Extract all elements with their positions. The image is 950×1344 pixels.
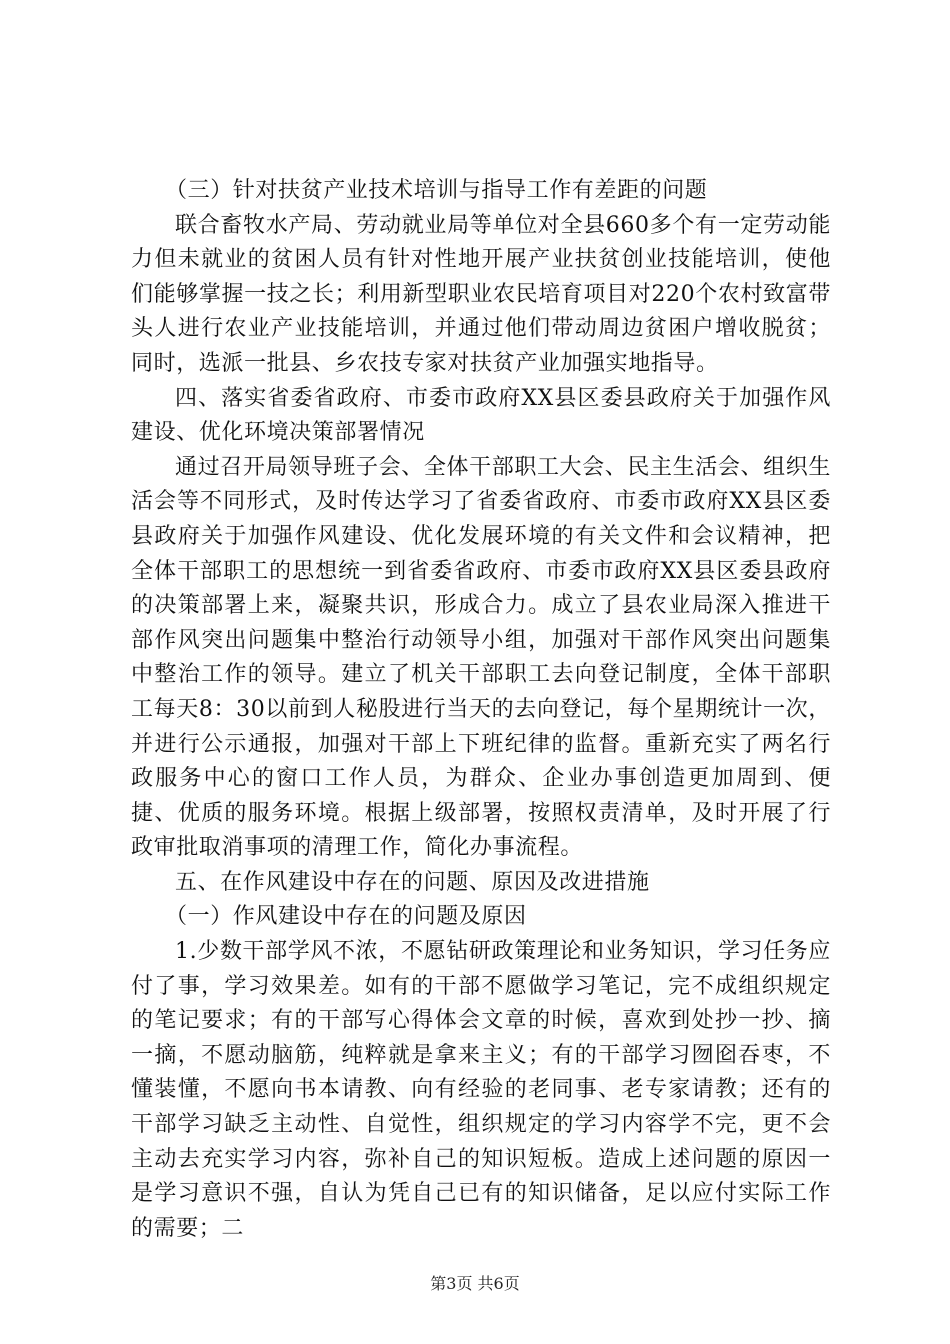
section-heading-4: 四、落实省委省政府、市委市政府XX县区委县政府关于加强作风建设、优化环境决策部署情况	[131, 385, 831, 446]
page-footer: 第3页 共6页	[430, 1274, 520, 1293]
section-heading-5: 五、在作风建设中存在的问题、原因及改进措施	[175, 869, 650, 895]
paragraph-training: 联合畜牧水产局、劳动就业局等单位对全县660多个有一定劳动能力但未就业的贫困人员有针对性地开展产业扶贫创业技能培训，使他们能够掌握一技之长；利用新型职业农民培育项目对220个农村致富带头人进行农业产业技能培训，并通过他们带动周边贫困户增收脱贫；同时，选派一批县、乡农技专家对扶贫产业加强实地指导。	[131, 212, 831, 376]
section-heading-3: （三）针对扶贫产业技术培训与指导工作有差距的问题	[165, 178, 708, 203]
paragraph-problems: 1.少数干部学风不浓，不愿钻研政策理论和业务知识，学习任务应付了事，学习效果差。如有的干部不愿做学习笔记，完不成组织规定的笔记要求；有的干部写心得体会文章的时候，喜欢到处抄一抄、摘一摘，不愿动脑筋，纯粹就是拿来主义；有的干部学习囫囵吞枣，不懂装懂，不愿向书本请教、向有经验的老同事、老专家请教；还有的干部学习缺乏主动性、自觉性，组织规定的学习内容学不完，更不会主动去充实学习内容，弥补自己的知识短板。造成上述问题的原因一是学习意识不强，自认为凭自己已有的知识储备，足以应付实际工作的需要；二	[131, 939, 831, 1241]
document-body	[131, 174, 831, 1246]
paragraph-implementation: 通过召开局领导班子会、全体干部职工大会、民主生活会、组织生活会等不同形式，及时传达学习了省委省政府、市委市政府XX县区委县政府关于加强作风建设、优化发展环境的有关文件和会议精神，把全体干部职工的思想统一到省委省政府、市委市政府XX县区委县政府的决策部署上来，凝聚共识，形成合力。成立了县农业局深入推进干部作风突出问题集中整治行动领导小组，加强对干部作风突出问题集中整治工作的领导。建立了机关干部职工去向登记制度，全体干部职工每天8：30以前到人秘股进行当天的去向登记，每个星期统计一次，并进行公示通报，加强对干部上下班纪律的监督。重新充实了两名行政服务中心的窗口工作人员，为群众、企业办事创造更加周到、便捷、优质的服务环境。根据上级部署，按照权责清单，及时开展了行政审批取消事项的清理工作，简化办事流程。	[131, 454, 831, 861]
subsection-heading-1: （一）作风建设中存在的问题及原因	[165, 904, 527, 930]
